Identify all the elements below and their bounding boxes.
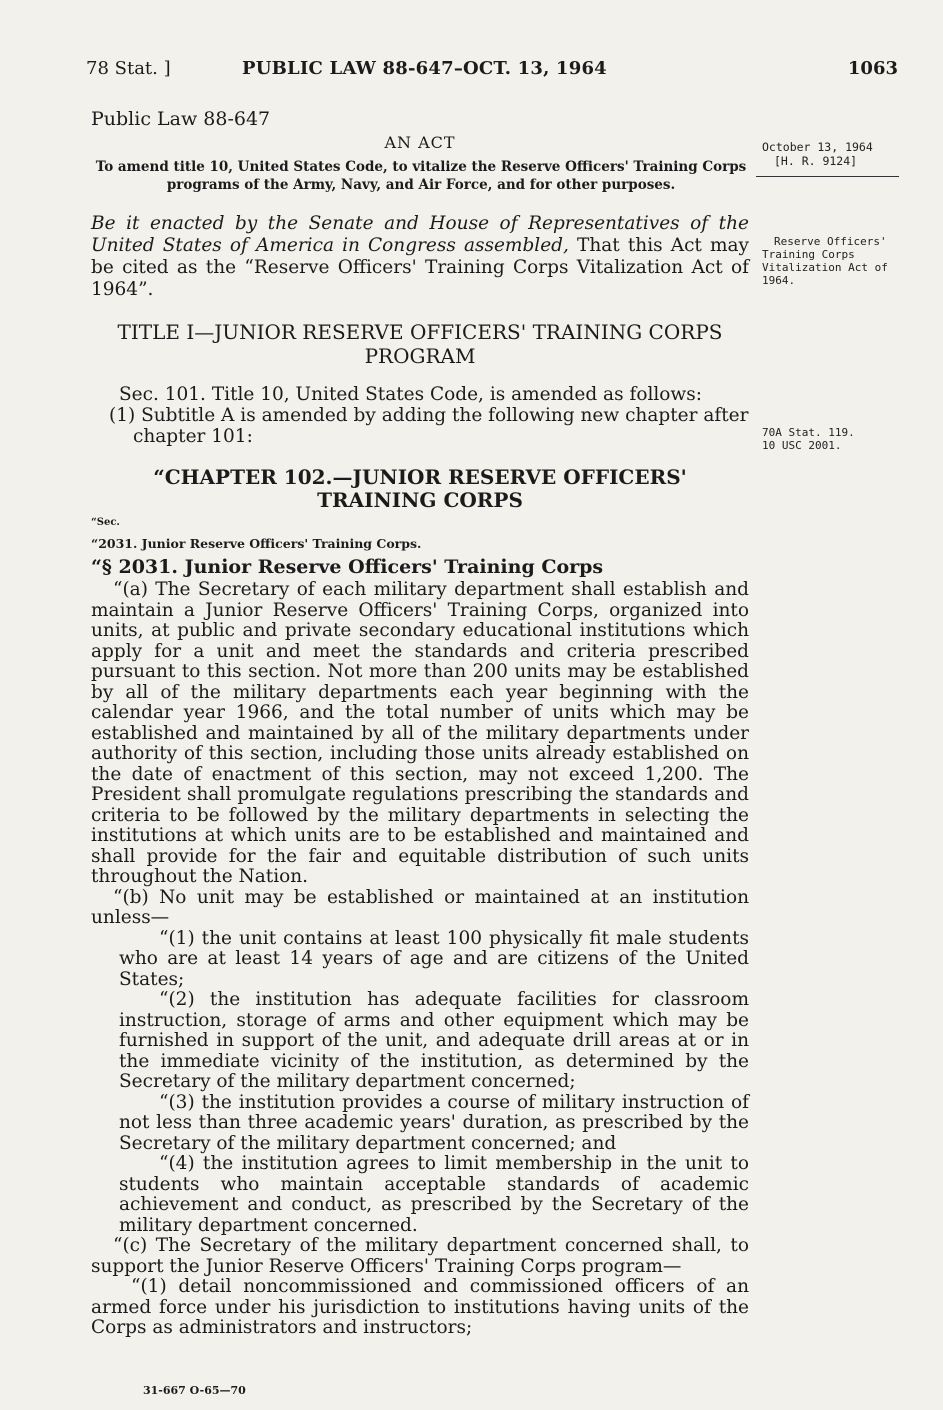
- toc-entry: “2031. Junior Reserve Officers' Training Corps.: [91, 536, 422, 551]
- toc-sec-label: “Sec.: [91, 517, 120, 528]
- margin-line: Vitalization Act of: [762, 261, 888, 274]
- public-law-number: Public Law 88-647: [91, 108, 271, 130]
- margin-line: Training Corps: [762, 248, 855, 261]
- paragraph-c: “(c) The Secretary of the military department concerned shall, to support the Junior Reserve Officers' Training Corps program—: [91, 1235, 749, 1277]
- header-law-title: PUBLIC LAW 88-647–OCT. 13, 1964: [242, 58, 607, 79]
- paragraph-b1: “(1) the unit contains at least 100 physically fit male students who are at least 14 years of age and are citizens of the United States;: [119, 927, 749, 990]
- paragraph-b2: “(2) the institution has adequate facilities for classroom instruction, storage of arms and other equipment which may be furnished in support of the unit, and adequate drill areas at or in the immediate vicinity of the institution, as determined by the Secretary of the military department concerned;: [119, 989, 749, 1092]
- paragraph-c1: “(1) detail noncommissioned and commissioned officers of an armed force under his jurisdiction to institutions having units of the Corps as administrators and instructors;: [91, 1276, 749, 1338]
- enacting-clause: [91, 213, 749, 301]
- paragraph-b: “(b) No unit may be established or maintained at an institution unless—: [91, 886, 749, 928]
- bill-number: [H. R. 9124]: [774, 154, 858, 168]
- margin-note-short-title: [762, 235, 888, 287]
- paragraph-b4: “(4) the institution agrees to limit membership in the unit to students who maintain acceptable standards of academic achievement and conduct, as prescribed by the Secretary of the military department concerned.: [119, 1153, 749, 1236]
- page-number: 1063: [847, 58, 898, 79]
- margin-divider: [756, 176, 899, 177]
- running-header: [86, 58, 898, 84]
- act-purpose: To amend title 10, United States Code, to vitalize the Reserve Officers' Training Corps programs of the Army, Navy, and Air Force, and for other purposes.: [95, 159, 747, 193]
- an-act-heading: AN ACT: [384, 133, 456, 152]
- footer-code: 31-667 O-65—70: [143, 1384, 246, 1397]
- short-title-text: That this Act may be cited as the “Reserve Officers' Training Corps Vitalization Act of 1964”.: [91, 235, 749, 300]
- statute-volume: 78 Stat. ]: [86, 58, 171, 79]
- section-body: [91, 580, 749, 1339]
- enacting-formula: Be it enacted by the Senate and House of Representatives of the United States of America in Congress assembled,: [91, 213, 749, 256]
- margin-line: 10 USC 2001.: [762, 439, 842, 452]
- margin-line: Reserve Officers': [774, 235, 887, 248]
- section-heading: “§ 2031. Junior Reserve Officers' Training Corps: [91, 556, 604, 578]
- margin-note-date: [762, 140, 873, 168]
- margin-line: 70A Stat. 119.: [762, 426, 855, 439]
- title-heading: TITLE I—JUNIOR RESERVE OFFICERS' TRAINING CORPS PROGRAM: [117, 320, 723, 368]
- approval-date: October 13, 1964: [762, 140, 873, 154]
- chapter-heading: “CHAPTER 102.—JUNIOR RESERVE OFFICERS' TRAINING CORPS: [153, 465, 687, 512]
- margin-line: 1964.: [762, 274, 796, 287]
- sec101-clause-1: (1) Subtitle A is amended by adding the following new chapter after chapter 101:: [109, 405, 749, 447]
- paragraph-b3: “(3) the institution provides a course of military instruction of not less than three academic years' duration, as prescribed by the Secretary of the military department concerned; and: [119, 1091, 749, 1154]
- paragraph-a: “(a) The Secretary of each military department shall establish and maintain a Junior Reserve Officers' Training Corps, organized into units, at public and private secondary educational institutions which apply for a unit and meet the standards and criteria prescribed pursuant to this section. Not more than 200 units may be established by all of the military departments each year beginning with the calendar year 1966, and the total number of units which may be established and maintained by all of the military departments under authority of this section, including those units already established on the date of enactment of this section, may not exceed 1,200. The President shall promulgate regulations prescribing the standards and criteria to be followed by the military departments in selecting the institutions at which units are to be established and maintained and shall provide for the fair and equitable distribution of such units throughout the Nation.: [91, 579, 749, 887]
- section-101: [91, 384, 749, 447]
- margin-note-citation: [762, 426, 855, 452]
- sec101-intro: Sec. 101. Title 10, United States Code, is amended as follows:: [119, 384, 702, 405]
